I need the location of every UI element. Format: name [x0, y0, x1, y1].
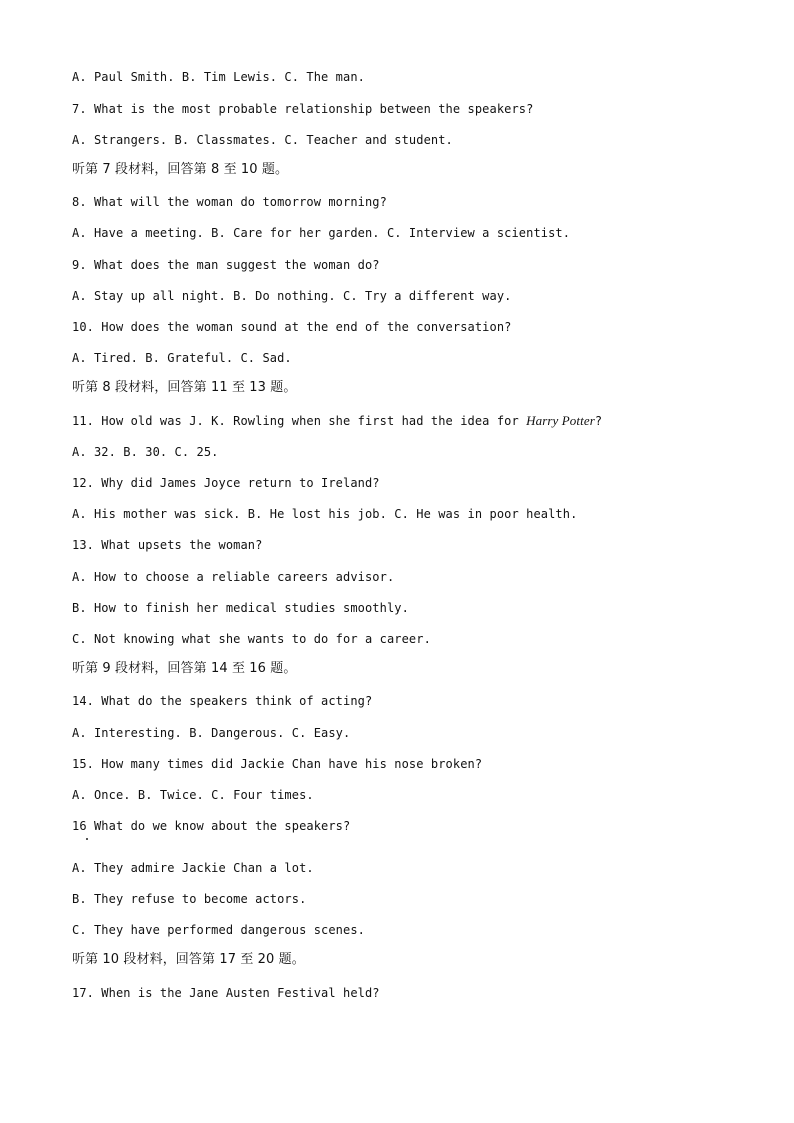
q14-options: A. Interesting. B. Dangerous. C. Easy. [72, 726, 351, 740]
section-header-7: 听第 7 段材料，回答第 8 至 10 题。 [72, 162, 289, 177]
q11-text: 11. How old was J. K. Rowling when she first had the idea for [72, 414, 527, 428]
q12-question: 12. Why did James Joyce return to Ireland? [72, 476, 380, 490]
q15-options: A. Once. B. Twice. C. Four times. [72, 788, 314, 802]
q16-option-b: B. They refuse to become actors. [72, 892, 307, 906]
q10-options: A. Tired. B. Grateful. C. Sad. [72, 351, 292, 365]
section-header-10: 听第 10 段材料，回答第 17 至 20 题。 [72, 952, 305, 967]
q11-question [72, 413, 602, 429]
q7-options: A. Strangers. B. Classmates. C. Teacher and student. [72, 133, 453, 147]
stray-dot [86, 838, 88, 840]
q11-question-mark: ? [594, 414, 603, 428]
q7-question: 7. What is the most probable relationship between the speakers? [72, 102, 534, 116]
section-header-8: 听第 8 段材料，回答第 11 至 13 题。 [72, 380, 297, 395]
q6-options: A. Paul Smith. B. Tim Lewis. C. The man. [72, 70, 365, 84]
q15-question: 15. How many times did Jackie Chan have his nose broken? [72, 757, 483, 771]
q14-question: 14. What do the speakers think of acting? [72, 694, 373, 708]
q13-option-a: A. How to choose a reliable careers advisor. [72, 570, 395, 584]
q9-options: A. Stay up all night. B. Do nothing. C. Try a different way. [72, 289, 512, 303]
q11-book-title: Harry Potter [526, 413, 595, 428]
q16-question: 16 What do we know about the speakers? [72, 819, 351, 833]
q10-question: 10. How does the woman sound at the end of the conversation? [72, 320, 512, 334]
q17-question: 17. When is the Jane Austen Festival held? [72, 986, 380, 1000]
q16-option-a: A. They admire Jackie Chan a lot. [72, 861, 314, 875]
q12-options: A. His mother was sick. B. He lost his job. C. He was in poor health. [72, 507, 578, 521]
q8-question: 8. What will the woman do tomorrow morning? [72, 195, 387, 209]
q16-option-c: C. They have performed dangerous scenes. [72, 923, 365, 937]
q13-option-b: B. How to finish her medical studies smoothly. [72, 601, 409, 615]
section-header-9: 听第 9 段材料，回答第 14 至 16 题。 [72, 661, 297, 676]
q13-question: 13. What upsets the woman? [72, 538, 263, 552]
q13-option-c: C. Not knowing what she wants to do for a career. [72, 632, 431, 646]
q11-options: A. 32. B. 30. C. 25. [72, 445, 219, 459]
q8-options: A. Have a meeting. B. Care for her garden. C. Interview a scientist. [72, 226, 571, 240]
q9-question: 9. What does the man suggest the woman do? [72, 258, 380, 272]
